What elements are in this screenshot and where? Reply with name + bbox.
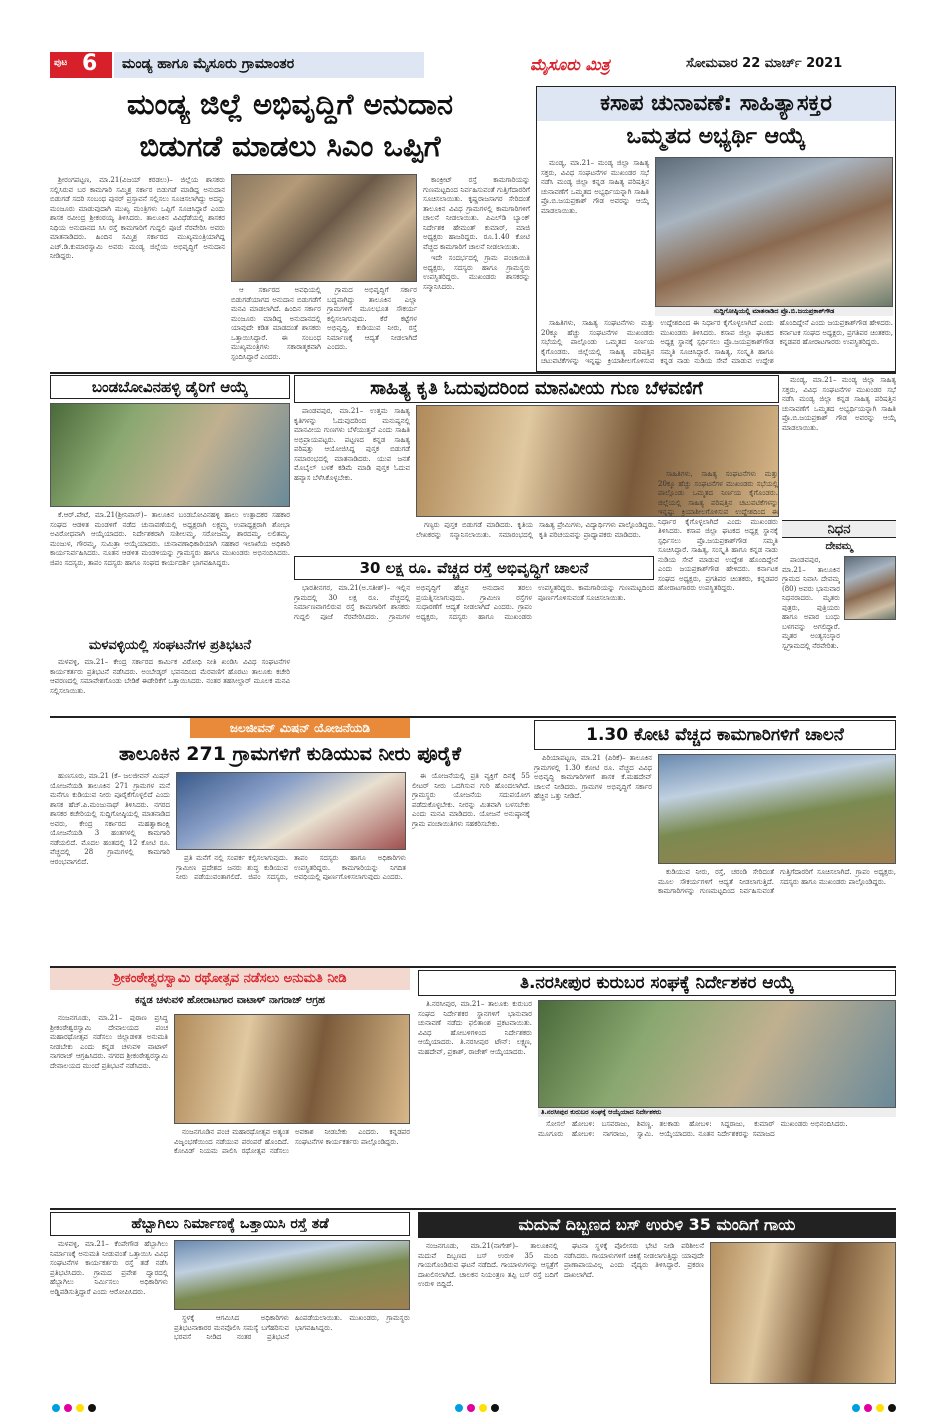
story-works-1-30cr — [534, 718, 896, 964]
obituary-body: ಪಾಂಡವಪುರ, ಮಾ.21– ತಾಲೂಕಿನ ಗ್ರಾಮದ ನಿವಾಸಿ ದೇವಮ್ಮ (80) ಅವರು ಭಾನುವಾರ ನಿಧನರಾದರು. ಮೃತರು ಪುತ್ರರು, ಪುತ್ರಿಯರು ಹಾಗೂ ಅಪಾರ ಬಂಧು ಬಳಗವನ್ನು ಅಗಲಿದ್ದಾರೆ. ಮೃತರ ಅಂತ್ಯಸಂಸ್ಕಾರ ಸ್ವಗ್ರಾಮದಲ್ಲಿ ನೆರವೇರಿತು. — [782, 556, 840, 650]
page-number: 6 — [82, 51, 98, 76]
story-body: ತಿ.ನರಸೀಪುರ, ಮಾ.21– ತಾಲೂಕು ಕುರುಬರ ಸಂಘದ ನಿರ್ದೇಶಕರ ಸ್ಥಾನಗಳಿಗೆ ಭಾನುವಾರ ಚುನಾವಣೆ ನಡೆದು ಫಲಿತಾಂಶ ಪ್ರಕಟವಾಯಿತು. ವಿವಿಧ ಹೋಬಳಿಗಳಿಂದ ನಿರ್ದೇಶಕರು ಆಯ್ಕೆಯಾದರು. ತಿ.ನರಸೀಪುರ ಟೌನ್: ಲಕ್ಷ್ಮಣ, ಮಹದೇವ್, ಪ್ರಕಾಶ್, ರಾಜೇಶ್ ಆಯ್ಕೆಯಾದರು. — [418, 1000, 532, 1056]
page-header — [50, 48, 895, 82]
story-body-col2: ಪ್ರತಿ ಮನೆಗೆ ನಲ್ಲಿ ಸಂಪರ್ಕ ಕಲ್ಪಿಸಲಾಗುವುದು. ಗ್ರಾಮೀಣ ಪ್ರದೇಶದ ಜನರು ಶುದ್ಧ ಕುಡಿಯುವ ನೀರು ಪಡೆಯುವಂತಾಗಲಿದೆ. ಜಿಪಂ ಸದಸ್ಯರು, ತಾಪಂ ಸದಸ್ಯರು ಹಾಗೂ ಅಧಿಕಾರಿಗಳು ಉಪಸ್ಥಿತರಿದ್ದರು. ಕಾಮಗಾರಿಯನ್ನು ನಿಗದಿತ ಅವಧಿಯಲ್ಲಿ ಪೂರ್ಣಗೊಳಿಸಲಾಗುವುದು ಎಂದರು. — [176, 854, 406, 881]
obituary-photo — [844, 556, 896, 620]
story-photo — [231, 174, 417, 282]
story-kurubara — [418, 968, 896, 1206]
story-photo — [176, 772, 406, 850]
story-kasapa — [536, 86, 896, 372]
headline: ತಾಲೂಕಿನ 271 ಗ್ರಾಮಗಳಿಗೆ ಕುಡಿಯುವ ನೀರು ಪೂರೈಕೆ — [118, 743, 462, 765]
story-body: ಹುಣಸೂರು, ಮಾ.21 (ಕೆ– ಜಲಜೀವನ್ ಮಿಷನ್ ಯೋಜನೆಯಡಿ ತಾಲೂಕಿನ 271 ಗ್ರಾಮಗಳ ಮನೆ ಮನೆಗೂ ಕುಡಿಯುವ ನೀರು ಪೂರೈಕೆಗೊಳ್ಳಲಿದೆ ಎಂದು ಶಾಸಕ ಹೆಚ್.ಪಿ.ಮಂಜುನಾಥ್ ತಿಳಿಸಿದರು. ನಗರದ ಶಾಸಕರ ಕಚೇರಿಯಲ್ಲಿ ಸುದ್ದಿಗೋಷ್ಠಿಯಲ್ಲಿ ಮಾತನಾಡಿದ ಅವರು, ಕೇಂದ್ರ ಸರ್ಕಾರದ ಮಹತ್ವಾಕಾಂಕ್ಷಿ ಯೋಜನೆಯಡಿ 3 ಹಂತಗಳಲ್ಲಿ ಕಾಮಗಾರಿ ನಡೆಯಲಿದೆ. ಮೊದಲ ಹಂತದಲ್ಲಿ 12 ಕೋಟಿ ರೂ. ವೆಚ್ಚದಲ್ಲಿ 28 ಗ್ರಾಮಗಳಲ್ಲಿ ಕಾಮಗಾರಿ ಆರಂಭವಾಗಲಿದೆ. — [50, 772, 170, 866]
story-body-col2: ನಂಜನಗೂಡಿನ ಪಂಚ ಮಹಾರಥೋತ್ಸವ ಅತ್ಯಂತ ವಿಜೃಂಭಣೆಯಿಂದ ನಡೆಯುವ ಪರಂಪರೆ ಹೊಂದಿದೆ. ಕೋವಿಡ್ ನಿಯಮ ಪಾಲಿಸಿ ರಥೋತ್ಸವ ನಡೆಸಲು ಅವಕಾಶ ನೀಡಬೇಕು ಎಂದರು. ಕನ್ನಡಪರ ಸಂಘಟನೆಗಳ ಕಾರ್ಯಕರ್ತರು ಪಾಲ್ಗೊಂಡಿದ್ದರು. — [174, 1128, 410, 1155]
story-body-col2: ಸಾಹಿತಿಗಳು, ಸಾಹಿತ್ಯ ಸಂಘಟನೆಗಳು ಮತ್ತು 20ಕ್ಕೂ ಹೆಚ್ಚು ಸಂಘಟನೆಗಳ ಮುಖಂಡರು ಸಭೆಯಲ್ಲಿ ಪಾಲ್ಗೊಂಡು ಒಮ್ಮತದ ನಿರ್ಣಯ ಕೈಗೊಂಡರು. ಜಿಲ್ಲೆಯಲ್ಲಿ ಸಾಹಿತ್ಯ ಪರಿಷತ್ತಿನ ಚಟುವಟಿಕೆಗಳನ್ನು ಇನ್ನಷ್ಟು ಕ್ರಿಯಾಶೀಲಗೊಳಿಸುವ ಉದ್ದೇಶದಿಂದ ಈ ನಿರ್ಧಾರ ಕೈಗೊಳ್ಳಲಾಗಿದೆ ಎಂದು ಮುಖಂಡರು ತಿಳಿಸಿದರು. ಕಸಾಪ ಜಿಲ್ಲಾ ಘಟಕದ ಅಧ್ಯಕ್ಷ ಸ್ಥಾನಕ್ಕೆ ಸ್ಪರ್ಧಿಸಲು ಪ್ರೊ.ಜಯಪ್ರಕಾಶ್‌ಗೌಡ ಸಮ್ಮತಿ ಸೂಚಿಸಿದ್ದಾರೆ. ಸಾಹಿತ್ಯ, ಸಂಸ್ಕೃತಿ ಹಾಗೂ ಕನ್ನಡ ನಾಡು ನುಡಿಯ ಸೇವೆ ಮಾಡುವ ಉದ್ದೇಶ ಹೊಂದಿದ್ದೇನೆ ಎಂದು ಜಯಪ್ರಕಾಶ್‌ಗೌಡ ಹೇಳಿದರು. ಕರ್ನಾಟಕ ಸಂಘದ ಅಧ್ಯಕ್ಷರು, ಪ್ರಗತಿಪರ ಚಿಂತಕರು, ಕನ್ನಡಪರ ಹೋರಾಟಗಾರರು ಉಪಸ್ಥಿತರಿದ್ದರು. — [541, 319, 893, 365]
headline-line2: ಬಿಡುಗಡೆ ಮಾಡಲು ಸಿಎಂ ಒಪ್ಪಿಗೆ — [139, 129, 441, 163]
cmyk-dot — [876, 1404, 884, 1412]
story-body: ಮಂಡ್ಯ, ಮಾ.21– ಮಂಡ್ಯ ಜಿಲ್ಲಾ ಸಾಹಿತ್ಯ ಸಕ್ತರು, ವಿವಿಧ ಸಂಘಟನೆಗಳ ಮುಖಂಡರ ಸಭೆ ನಡೆಸಿ ಮಂಡ್ಯ ಜಿಲ್ಲಾ ಕನ್ನಡ ಸಾಹಿತ್ಯ ಪರಿಷತ್ತಿನ ಚುನಾವಣೆಗೆ ಒಮ್ಮತದ ಅಭ್ಯರ್ಥಿಯನ್ನಾಗಿ ಸಾಹಿತಿ ಪ್ರೊ.ಬಿ.ಜಯಪ್ರಕಾಶ್ ಗೌಡ ಅವರನ್ನು ಆಯ್ಕೆ ಮಾಡಲಾಯಿತು. — [541, 159, 649, 215]
cmyk-dot — [888, 1404, 896, 1412]
headline: ಬಂಡಬೋವಿನಹಳ್ಳಿ ಡೈರಿಗೆ ಆಯ್ಕೆ — [50, 375, 290, 399]
story-body: ಮಳವಳ್ಳಿ, ಮಾ.21– ಕೇಂದ್ರ ಸರ್ಕಾರದ ಕಾರ್ಮಿಕ ವಿರೋಧಿ ನೀತಿ ಖಂಡಿಸಿ ವಿವಿಧ ಸಂಘಟನೆಗಳ ಕಾರ್ಯಕರ್ತರು ಪ್ರತಿಭಟನೆ ನಡೆಸಿದರು. ಅಂಬೇಡ್ಕರ್ ಭವನದಿಂದ ಮೆರವಣಿಗೆ ಹೊರಟು ತಾಲೂಕು ಕಚೇರಿ ಆವರಣದಲ್ಲಿ ಸಮಾವೇಶಗೊಂಡು ಬೇಡಿಕೆ ಈಡೇರಿಕೆಗೆ ಒತ್ತಾಯಿಸಿದರು. ನಂತರ ತಹಸೀಲ್ದಾರ್ ಮೂಲಕ ಮನವಿ ಸಲ್ಲಿಸಲಾಯಿತು. — [50, 658, 290, 695]
obituary — [782, 520, 896, 714]
story-hebbagilu — [50, 1210, 410, 1386]
headline: ಮದುವೆ ದಿಬ್ಬಣದ ಬಸ್ ಉರುಳಿ 35 ಮಂದಿಗೆ ಗಾಯ — [418, 1212, 896, 1238]
story-body-col2: ಸೋಸಲೆ ಹೋಬಳಿ: ಬಸವರಾಜು, ಶಿವಣ್ಣ. ಮೂಗೂರು ಹೋಬಳಿ: ನಾಗರಾಜು, ಸ್ವಾಮಿ. ತಲಕಾಡು ಹೋಬಳಿ: ಸಿದ್ದರಾಜು, ಕುಮಾರ್ ಆಯ್ಕೆಯಾದರು. ನೂತನ ನಿರ್ದೇಶಕರನ್ನು ಸಮಾಜದ ಮುಖಂಡರು ಅಭಿನಂದಿಸಿದರು. — [538, 1120, 848, 1138]
headline: ಮಳವಳ್ಳಿಯಲ್ಲಿ ಸಂಘಟನೆಗಳ ಪ್ರತಿಭಟನೆ — [88, 638, 252, 653]
headline: 1.30 ಕೋಟಿ ವೆಚ್ಚದ ಕಾಮಗಾರಿಗಳಿಗೆ ಚಾಲನೆ — [534, 720, 896, 750]
photo-caption: ಸುದ್ದಿಗೋಷ್ಠಿಯಲ್ಲಿ ಮಾತನಾಡಿದ ಪ್ರೊ.ಬಿ.ಜಯಪ್ರಕಾಶ್‌ಗೌಡ — [655, 307, 893, 316]
cmyk-dot — [852, 1404, 860, 1412]
headline: ತಿ.ನರಸೀಪುರ ಕುರುಬರ ಸಂಘಕ್ಕೆ ನಿರ್ದೇಶಕರ ಆಯ್ಕೆ — [418, 970, 896, 996]
story-body-col2: ಸ್ಥಳಕ್ಕೆ ಆಗಮಿಸಿದ ಅಧಿಕಾರಿಗಳು ಪ್ರತಿಭಟನಾಕಾರರ ಮನವೊಲಿಸಿ ಸಮಸ್ಯೆ ಬಗೆಹರಿಸುವ ಭರವಸೆ ನೀಡಿದ ನಂತರ ಪ್ರತಿಭಟನೆ ಹಿಂಪಡೆಯಲಾಯಿತು. ಮುಖಂಡರು, ಗ್ರಾಮಸ್ಥರು ಭಾಗವಹಿಸಿದ್ದರು. — [174, 1314, 410, 1341]
cmyk-dot — [52, 1404, 60, 1412]
story-photo — [174, 1014, 410, 1124]
divider — [50, 372, 896, 374]
obituary-heading: ನಿಧನ — [782, 520, 896, 538]
cmyk-dot — [864, 1404, 872, 1412]
story-body-col2: ಘಟನಾ ಸ್ಥಳಕ್ಕೆ ಪೊಲೀಸರು ಭೇಟಿ ನೀಡಿ ಪರಿಶೀಲನೆ ನಡೆಸಿದರು. ಗಾಯಾಳುಗಳಿಗೆ ಚಿಕಿತ್ಸೆ ನೀಡಲಾಗುತ್ತಿದ್ದು ಯಾವುದೇ ಪ್ರಾಣಾಪಾಯವಿಲ್ಲ ಎಂದು ವೈದ್ಯರು ತಿಳಿಸಿದ್ದಾರೆ. ಪ್ರಕರಣ ದಾಖಲಾಗಿದೆ. — [564, 1242, 704, 1279]
photo-caption: ತಿ.ನರಸೀಪುರ ಕುರುಬರ ಸಂಘಕ್ಕೆ ಆಯ್ಕೆಯಾದ ನಿರ್ದೇಶಕರು — [538, 1108, 896, 1117]
headline-line2: ಒಮ್ಮತದ ಅಭ್ಯರ್ಥಿ ಆಯ್ಕೆ — [626, 124, 806, 149]
issue-date: ಸೋಮವಾರ 22 ಮಾರ್ಚ್ 2021 — [686, 56, 843, 71]
subhead: ಕನ್ನಡ ಚಳುವಳಿ ಹೋರಾಟಗಾರ ವಾಟಾಳ್ ನಾಗರಾಜ್ ಆಗ್ರಹ — [134, 995, 325, 1006]
story-body: ಮಳವಳ್ಳಿ, ಮಾ.21– ಕೆಂಪೇಗೌಡ ಹೆಬ್ಬಾಗಿಲು ನಿರ್ಮಾಣಕ್ಕೆ ಅನುಮತಿ ನೀಡುವಂತೆ ಒತ್ತಾಯಿಸಿ ವಿವಿಧ ಸಂಘಟನೆಗಳ ಕಾರ್ಯಕರ್ತರು ರಸ್ತೆ ತಡೆ ನಡೆಸಿ ಪ್ರತಿಭಟಿಸಿದರು. ಗ್ರಾಮದ ಪ್ರವೇಶ ದ್ವಾರದಲ್ಲಿ ಹೆಬ್ಬಾಗಿಲು ನಿರ್ಮಿಸಲು ಅಧಿಕಾರಿಗಳು ಅಡ್ಡಿಪಡಿಸುತ್ತಿದ್ದಾರೆ ಎಂದು ಆರೋಪಿಸಿದರು. — [50, 1240, 168, 1296]
story-body-col2: ಆ ಸರ್ಕಾರದ ಅವಧಿಯಲ್ಲಿ ಬಿಡುಗಡೆಯಾಗದ ಅನುದಾನ ಬಿಡುಗಡೆಗೆ ಮನವಿ ಮಾಡಲಾಗಿದೆ. ಹಿಂದಿನ ಸರ್ಕಾರ ಮಂಜೂರು ಮಾಡಿದ್ದ ಅನುದಾನದಲ್ಲಿ ಯಾವುದೇ ಕಡಿತ ಮಾಡದಂತೆ ಶಾಸಕರು ಒತ್ತಾಯಿಸಿದ್ದಾರೆ. ಈ ಸಂಬಂಧ ಮುಖ್ಯಮಂತ್ರಿಗಳು ಸಕಾರಾತ್ಮಕವಾಗಿ ಸ್ಪಂದಿಸಿದ್ದಾರೆ ಎಂದರು. — [231, 286, 321, 361]
headline: ಮಂಡ್ಯ ಜಿಲ್ಲೆ ಅಭಿವೃದ್ಧಿಗೆ ಅನುದಾನ — [126, 87, 454, 121]
story-jal-jeevan — [50, 718, 530, 964]
story-body: ಪಾಂಡವಪುರ, ಮಾ.21– ಉತ್ತಮ ಸಾಹಿತ್ಯ ಕೃತಿಗಳನ್ನು ಓದುವುದರಿಂದ ಮನುಷ್ಯನಲ್ಲಿ ಮಾನವೀಯ ಗುಣಗಳು ಬೆಳೆಯುತ್ತವೆ ಎಂದು ಸಾಹಿತಿ ಅಭಿಪ್ರಾಯಪಟ್ಟರು. ಪಟ್ಟಣದ ಕನ್ನಡ ಸಾಹಿತ್ಯ ಪರಿಷತ್ತು ಆಯೋಜಿಸಿದ್ದ ಪುಸ್ತಕ ಬಿಡುಗಡೆ ಸಮಾರಂಭದಲ್ಲಿ ಮಾತನಾಡಿದರು. ಯುವ ಜನತೆ ಮೊಬೈಲ್ ಬಳಕೆ ಕಡಿಮೆ ಮಾಡಿ ಪುಸ್ತಕ ಓದುವ ಹವ್ಯಾಸ ಬೆಳೆಸಿಕೊಳ್ಳಬೇಕು. — [294, 407, 410, 482]
story-photo — [50, 403, 290, 507]
masthead-logo: ಮೈಸೂರು ಮಿತ್ರ — [530, 55, 610, 74]
story-photo — [655, 157, 893, 307]
cmyk-dot — [64, 1404, 72, 1412]
story-bus-accident — [418, 1210, 896, 1386]
story-dairy — [50, 375, 290, 635]
story-body: ಪಿರಿಯಾಪಟ್ಟಣ, ಮಾ.21 (ಪಿರಿಕೆ)– ತಾಲೂಕಿನ ಗ್ರಾಮಗಳಲ್ಲಿ 1.30 ಕೋಟಿ ರೂ. ವೆಚ್ಚದ ವಿವಿಧ ಅಭಿವೃದ್ಧಿ ಕಾಮಗಾರಿಗಳಿಗೆ ಶಾಸಕ ಕೆ.ಮಹದೇವ್ ಚಾಲನೆ ನೀಡಿದರು. ಗ್ರಾಮಗಳ ಅಭಿವೃದ್ಧಿಗೆ ಸರ್ಕಾರ ಹೆಚ್ಚಿನ ಒತ್ತು ನೀಡಿದೆ. — [534, 754, 652, 800]
print-registration-marks — [0, 1400, 945, 1416]
headline: ಕಸಾಪ ಚುನಾವಣೆ: ಸಾಹಿತ್ಯಾಸಕ್ತರ — [537, 87, 895, 121]
story-photo — [174, 1240, 410, 1310]
story-protest — [50, 636, 290, 714]
story-body: ಭಾರತೀನಗರ, ಮಾ.21(ಅ.ಸತೀಶ್)– ಇಲ್ಲಿನ ಗ್ರಾಮದಲ್ಲಿ 30 ಲಕ್ಷ ರೂ. ವೆಚ್ಚದಲ್ಲಿ ನಿರ್ಮಾಣವಾಗಲಿರುವ ರಸ್ತೆ ಕಾಮಗಾರಿಗೆ ಶಾಸಕರು ಗುದ್ದಲಿ ಪೂಜೆ ನೆರವೇರಿಸಿದರು. ಗ್ರಾಮಗಳ ಅಭಿವೃದ್ಧಿಗೆ ಹೆಚ್ಚಿನ ಅನುದಾನ ತರಲು ಪ್ರಯತ್ನಿಸಲಾಗುವುದು. ಗ್ರಾಮೀಣ ರಸ್ತೆಗಳ ಸುಧಾರಣೆಗೆ ಆದ್ಯತೆ ನೀಡಲಾಗಿದೆ ಎಂದರು. ಗ್ರಾಪಂ ಅಧ್ಯಕ್ಷರು, ಸದಸ್ಯರು ಹಾಗೂ ಮುಖಂಡರು ಉಪಸ್ಥಿತರಿದ್ದರು. ಕಾಮಗಾರಿಯನ್ನು ಗುಣಮಟ್ಟದಿಂದ ಪೂರ್ಣಗೊಳಿಸುವಂತೆ ಸೂಚಿಸಲಾಯಿತು. — [294, 584, 654, 621]
story-body-col2: ಗಣ್ಯರು ಪುಸ್ತಕ ಬಿಡುಗಡೆ ಮಾಡಿದರು. ಕೃತಿಯ ಲೇಖಕರನ್ನು ಸನ್ಮಾನಿಸಲಾಯಿತು. ಸಮಾರಂಭದಲ್ಲಿ ಸಾಹಿತ್ಯ ಪ್ರೇಮಿಗಳು, ವಿದ್ಯಾರ್ಥಿಗಳು ಪಾಲ್ಗೊಂಡಿದ್ದರು. ಕೃತಿ ಪರಿಚಯವನ್ನು ಪ್ರಾಧ್ಯಾಪಕರು ಮಾಡಿದರು. — [416, 521, 656, 539]
banner: ಜಲಜೀವನ್ ಮಿಷನ್ ಯೋಜನೆಯಡಿ — [190, 718, 410, 738]
story-photo — [538, 1000, 896, 1108]
story-road-30lakh — [294, 556, 654, 714]
story-body-col3: ಗ್ರಾಮದ ಅಭಿವೃದ್ಧಿಗೆ ಸರ್ಕಾರ ಬದ್ಧವಾಗಿದ್ದು ತಾಲೂಕಿನ ಎಲ್ಲಾ ಗ್ರಾಮಗಳಿಗೆ ಮೂಲಭೂತ ಸೌಕರ್ಯ ಕಲ್ಪಿಸಲಾಗುವುದು. ಕೆರೆ ಕಟ್ಟೆಗಳ ಅಭಿವೃದ್ಧಿ, ಕುಡಿಯುವ ನೀರು, ರಸ್ತೆ ನಿರ್ಮಾಣಕ್ಕೆ ಆದ್ಯತೆ ನೀಡಲಾಗಿದೆ ಎಂದರು. — [327, 286, 417, 351]
headline: ಹೆಬ್ಬಾಗಿಲು ನಿರ್ಮಾಣಕ್ಕೆ ಒತ್ತಾಯಿಸಿ ರಸ್ತೆ ತಡೆ — [50, 1212, 410, 1236]
story-body-col3: ಈ ಯೋಜನೆಯಲ್ಲಿ ಪ್ರತಿ ವ್ಯಕ್ತಿಗೆ ದಿನಕ್ಕೆ 55 ಲೀಟರ್ ನೀರು ಒದಗಿಸುವ ಗುರಿ ಹೊಂದಲಾಗಿದೆ. ಗ್ರಾಮಸ್ಥರು ಯೋಜನೆಯ ಸದುಪಯೋಗ ಪಡೆದುಕೊಳ್ಳಬೇಕು. ನೀರನ್ನು ಮಿತವಾಗಿ ಬಳಸಬೇಕು ಎಂದು ಮನವಿ ಮಾಡಿದರು. ಯೋಜನೆ ಅನುಷ್ಠಾನಕ್ಕೆ ಗ್ರಾಮ ಪಂಚಾಯಿತಿಗಳು ಸಹಕರಿಸಬೇಕು. — [412, 772, 530, 828]
story-photo — [710, 1242, 896, 1384]
story-rathotsava — [50, 968, 410, 1206]
cmyk-dot — [88, 1404, 96, 1412]
headline: 30 ಲಕ್ಷ ರೂ. ವೆಚ್ಚದ ರಸ್ತೆ ಅಭಿವೃದ್ಧಿಗೆ ಚಾಲನೆ — [294, 556, 654, 580]
story-photo — [658, 754, 896, 864]
cmyk-dot — [455, 1404, 463, 1412]
cmyk-dot — [479, 1404, 487, 1412]
story-body-col2: ಕುಡಿಯುವ ನೀರು, ರಸ್ತೆ, ಚರಂಡಿ ಸೇರಿದಂತೆ ಮೂಲ ಸೌಕರ್ಯಗಳಿಗೆ ಆದ್ಯತೆ ನೀಡಲಾಗುತ್ತಿದೆ. ಕಾಮಗಾರಿಗಳನ್ನು ಗುಣಮಟ್ಟದಿಂದ ನಿರ್ವಹಿಸುವಂತೆ ಗುತ್ತಿಗೆದಾರರಿಗೆ ಸೂಚಿಸಲಾಗಿದೆ. ಗ್ರಾಪಂ ಅಧ್ಯಕ್ಷರು, ಸದಸ್ಯರು ಹಾಗೂ ಮುಖಂಡರು ಪಾಲ್ಗೊಂಡಿದ್ದರು. — [658, 868, 896, 895]
headline: ಸಾಹಿತ್ಯ ಕೃತಿ ಓದುವುದರಿಂದ ಮಾನವೀಯ ಗುಣ ಬೆಳವಣಿಗೆ — [294, 375, 779, 403]
cmyk-dot — [76, 1404, 84, 1412]
headline: ಶ್ರೀಕಂಠೇಶ್ವರಸ್ವಾಮಿ ರಥೋತ್ಸವ ನಡೆಸಲು ಅನುಮತಿ ನೀಡಿ — [50, 968, 410, 990]
cmyk-dot — [491, 1404, 499, 1412]
story-body: ನಂಜನಗೂಡು, ಮಾ.21(ನಾಗೇಶ್)– ತಾಲೂಕಿನಲ್ಲಿ ಮದುವೆ ದಿಬ್ಬಣದ ಬಸ್ ಉರುಳಿ 35 ಮಂದಿ ಗಾಯಗೊಂಡಿರುವ ಘಟನೆ ನಡೆದಿದೆ. ಗಾಯಾಳುಗಳನ್ನು ಆಸ್ಪತ್ರೆಗೆ ದಾಖಲಿಸಲಾಗಿದೆ. ಚಾಲಕನ ನಿಯಂತ್ರಣ ತಪ್ಪಿ ಬಸ್ ರಸ್ತೆ ಬದಿಗೆ ಉರುಳಿ ಬಿದ್ದಿದೆ. — [418, 1242, 558, 1288]
story-body: ನಂಜನಗೂಡು, ಮಾ.21– ಪುರಾಣ ಪ್ರಸಿದ್ಧ ಶ್ರೀಕಂಠೇಶ್ವರಸ್ವಾಮಿ ದೇವಾಲಯದ ಪಂಚ ಮಹಾರಥೋತ್ಸವ ನಡೆಸಲು ಜಿಲ್ಲಾಡಳಿತ ಅನುಮತಿ ನೀಡಬೇಕು ಎಂದು ಕನ್ನಡ ಚಳುವಳಿ ವಾಟಾಳ್ ನಾಗರಾಜ್ ಆಗ್ರಹಿಸಿದರು. ನಗರದ ಶ್ರೀಕಂಠೇಶ್ವರಸ್ವಾಮಿ ದೇವಾಲಯದ ಮುಂದೆ ಪ್ರತಿಭಟನೆ ನಡೆಸಿದರು. — [50, 1014, 168, 1070]
obituary-name: ದೇವಮ್ಮ — [825, 541, 853, 552]
section-title: ಮಂಡ್ಯ ಹಾಗೂ ಮೈಸೂರು ಗ್ರಾಮಾಂತರ — [122, 56, 295, 72]
story-body: ಕೆ.ಆರ್.ಪೇಟೆ, ಮಾ.21(ಶ್ರೀನಿವಾಸ್)– ತಾಲೂಕಿನ ಬಂಡಬೋವಿನಹಳ್ಳಿ ಹಾಲು ಉತ್ಪಾದಕರ ಸಹಕಾರ ಸಂಘದ ಆಡಳಿತ ಮಂಡಳಿಗೆ ನಡೆದ ಚುನಾವಣೆಯಲ್ಲಿ ಅಧ್ಯಕ್ಷರಾಗಿ ಲಕ್ಷ್ಮಮ್ಮ ಉಪಾಧ್ಯಕ್ಷರಾಗಿ ಶೋಭಾ ಅವಿರೋಧವಾಗಿ ಆಯ್ಕೆಯಾದರು. ನಿರ್ದೇಶಕರಾಗಿ ಸುಶೀಲಮ್ಮ, ಸರೋಜಮ್ಮ, ಶಾರದಮ್ಮ, ಲಲಿತಮ್ಮ, ಮಂಜುಳ, ಗೌರಮ್ಮ, ಸುಮಿತ್ರಾ ಆಯ್ಕೆಯಾದರು. ಚುನಾವಣಾಧಿಕಾರಿಯಾಗಿ ಸಹಕಾರ ಇಲಾಖೆಯ ಅಧಿಕಾರಿ ಕಾರ್ಯನಿರ್ವಹಿಸಿದರು. ನೂತನ ಆಡಳಿತ ಮಂಡಳಿಯನ್ನು ಗ್ರಾಮಸ್ಥರು ಹಾಗೂ ಮುಖಂಡರು ಅಭಿನಂದಿಸಿದರು. ಜಿಪಂ ಸದಸ್ಯರು, ತಾಪಂ ಸದಸ್ಯರು ಹಾಗೂ ಸಂಘದ ಕಾರ್ಯದರ್ಶಿ ಭಾಗವಹಿಸಿದ್ದರು. — [50, 511, 290, 567]
story-cm-grant — [50, 84, 530, 370]
story-body: ಶ್ರೀರಂಗಪಟ್ಟಣ, ಮಾ.21(ವಿಜಯ್ ಕರಡಲು)– ಜಿಲ್ಲೆಯ ಶಾಸಕರು ಸಲ್ಲಿಸಿರುವ ಬರ ಕಾಮಗಾರಿ ಸಮ್ಮಿಶ್ರ ಸರ್ಕಾರ ಬಿಡುಗಡೆ ಮಾಡಿದ್ದ ಅನುದಾನ ಬಿಡುಗಡೆ ಸದರಿ ಸಂಬಂಧ ಪುನರ್ ಪ್ರಸ್ತಾವನೆ ಸಲ್ಲಿಸಲು ಸೂಚಿಸಲಾಗಿದ್ದು ಅದನ್ನು ಮಂಜೂರು ಮಾಡುವುದಾಗಿ ಮುಖ್ಯ ಮಂತ್ರಿಗಳು ಒಪ್ಪಿಗೆ ಸೂಚಿಸಿದ್ದಾರೆ ಎಂದು ಶಾಸಕ ರವೀಂದ್ರ ಶ್ರೀಕಂಠಯ್ಯ ತಿಳಿಸಿದರು. ತಾಲೂಕಿನ ವಿವಿಧೆಡೆಯಲ್ಲಿ ಶಾಸಕರ ನಿಧಿಯ ಅನುದಾನದ ಸಿಸಿ ರಸ್ತೆ ಕಾಮಗಾರಿಗೆ ಗುದ್ದಲಿ ಪೂಜೆ ನೆರವೇರಿಸಿ ಅವರು ಮಾತನಾಡಿದರು. ಹಿಂದಿನ ಸಮ್ಮಿಶ್ರ ಸರ್ಕಾರದ ಮುಖ್ಯಮಂತ್ರಿಯಾಗಿದ್ದ ಎಚ್.ಡಿ.ಕುಮಾರಸ್ವಾಮಿ ಅವರು ಮಂಡ್ಯ ಜಿಲ್ಲೆಯ ಅಭಿವೃದ್ಧಿಗೆ ಅನುದಾನ ನೀಡಿದ್ದರು. — [50, 176, 225, 260]
cmyk-dot — [467, 1404, 475, 1412]
story-body-sidebar: ಮಂಡ್ಯ, ಮಾ.21– ಮಂಡ್ಯ ಜಿಲ್ಲಾ ಸಾಹಿತ್ಯ ಸಕ್ತರು, ವಿವಿಧ ಸಂಘಟನೆಗಳ ಮುಖಂಡರ ಸಭೆ ನಡೆಸಿ ಮಂಡ್ಯ ಜಿಲ್ಲಾ ಕನ್ನಡ ಸಾಹಿತ್ಯ ಪರಿಷತ್ತಿನ ಚುನಾವಣೆಗೆ ಒಮ್ಮತದ ಅಭ್ಯರ್ಥಿಯನ್ನಾಗಿ ಸಾಹಿತಿ ಪ್ರೊ.ಬಿ.ಜಯಪ್ರಕಾಶ್ ಗೌಡ ಅವರನ್ನು ಆಯ್ಕೆ ಮಾಡಲಾಯಿತು. — [782, 376, 896, 432]
story-body-col4: ಕಾಂಕ್ರೀಟ್ ರಸ್ತೆ ಕಾಮಗಾರಿಯನ್ನು ಗುಣಮಟ್ಟದಿಂದ ನಿರ್ವಹಿಸುವಂತೆ ಗುತ್ತಿಗೆದಾರರಿಗೆ ಸೂಚಿಸಲಾಯಿತು. ಕೃಷ್ಣರಾಜಸಾಗರ ಸೇರಿದಂತೆ ತಾಲೂಕಿನ ವಿವಿಧ ಗ್ರಾಮಗಳಲ್ಲಿ ಕಾಮಗಾರಿಗಳಿಗೆ ಚಾಲನೆ ನೀಡಲಾಯಿತು. ಪಿಎಲ್‌ಡಿ ಬ್ಯಾಂಕ್ ನಿರ್ದೇಶಕ ಹೇಮಂತ್ ಕುಮಾರ್, ಮಾಜಿ ಅಧ್ಯಕ್ಷರು ಹಾಜರಿದ್ದರು. ರೂ.1.40 ಕೋಟಿ ವೆಚ್ಚದ ಕಾಮಗಾರಿಗೆ ಚಾಲನೆ ನೀಡಲಾಯಿತು. ಇದೇ ಸಂದರ್ಭದಲ್ಲಿ ಗ್ರಾಮ ಪಂಚಾಯಿತಿ ಅಧ್ಯಕ್ಷರು, ಸದಸ್ಯರು ಹಾಗೂ ಗ್ರಾಮಸ್ಥರು ಉಪಸ್ಥಿತರಿದ್ದರು. ಮುಖಂಡರು ಶಾಸಕರನ್ನು ಸನ್ಮಾನಿಸಿದರು. — [423, 176, 530, 291]
page-label: ಪುಟ — [54, 58, 68, 68]
story-kasapa-continued: ಸಾಹಿತಿಗಳು, ಸಾಹಿತ್ಯ ಸಂಘಟನೆಗಳು ಮತ್ತು 20ಕ್ಕೂ ಹೆಚ್ಚು ಸಂಘಟನೆಗಳ ಮುಖಂಡರು ಸಭೆಯಲ್ಲಿ ಪಾಲ್ಗೊಂಡು ಒಮ್ಮತದ ನಿರ್ಣಯ ಕೈಗೊಂಡರು. ಜಿಲ್ಲೆಯಲ್ಲಿ ಸಾಹಿತ್ಯ ಪರಿಷತ್ತಿನ ಚಟುವಟಿಕೆಗಳನ್ನು ಇನ್ನಷ್ಟು ಕ್ರಿಯಾಶೀಲಗೊಳಿಸುವ ಉದ್ದೇಶದಿಂದ ಈ ನಿರ್ಧಾರ ಕೈಗೊಳ್ಳಲಾಗಿದೆ ಎಂದು ಮುಖಂಡರು ತಿಳಿಸಿದರು. ಕಸಾಪ ಜಿಲ್ಲಾ ಘಟಕದ ಅಧ್ಯಕ್ಷ ಸ್ಥಾನಕ್ಕೆ ಸ್ಪರ್ಧಿಸಲು ಪ್ರೊ.ಜಯಪ್ರಕಾಶ್‌ಗೌಡ ಸಮ್ಮತಿ ಸೂಚಿಸಿದ್ದಾರೆ. ಸಾಹಿತ್ಯ, ಸಂಸ್ಕೃತಿ ಹಾಗೂ ಕನ್ನಡ ನಾಡು ನುಡಿಯ ಸೇವೆ ಮಾಡುವ ಉದ್ದೇಶ ಹೊಂದಿದ್ದೇನೆ ಎಂದು ಜಯಪ್ರಕಾಶ್‌ಗೌಡ ಹೇಳಿದರು. ಕರ್ನಾಟಕ ಸಂಘದ ಅಧ್ಯಕ್ಷರು, ಪ್ರಗತಿಪರ ಚಿಂತಕರು, ಕನ್ನಡಪರ ಹೋರಾಟಗಾರರು ಉಪಸ್ಥಿತರಿದ್ದರು. — [658, 470, 778, 592]
